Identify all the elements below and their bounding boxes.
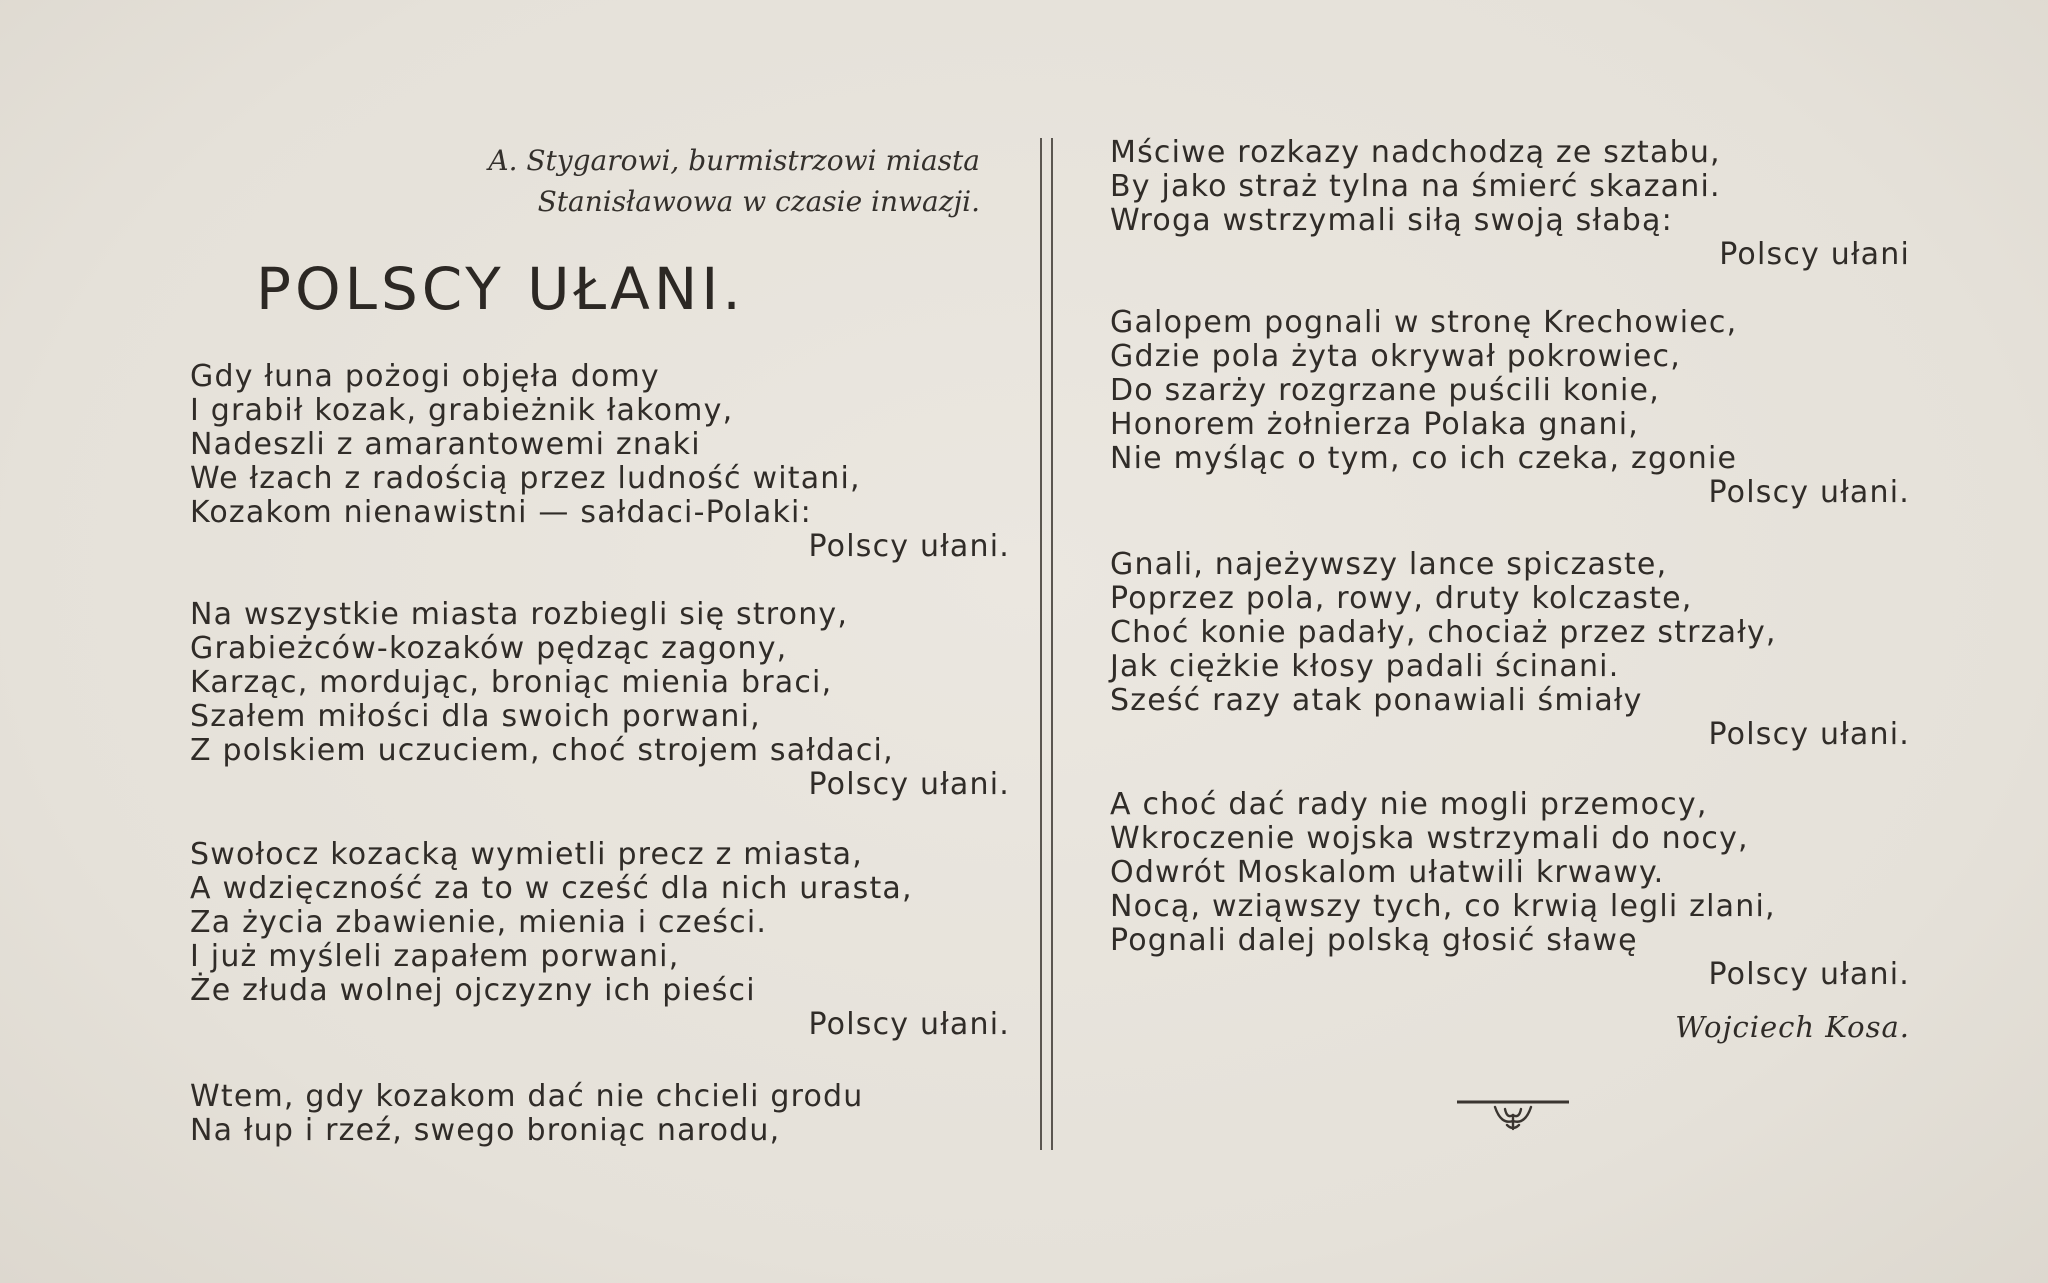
verse-line: Karząc, mordując, broniąc mienia braci, [190, 665, 833, 700]
refrain-line: Polscy ułani. [808, 767, 1010, 802]
verse-line: Wroga wstrzymali siłą swoją słabą: [1110, 203, 1673, 238]
verse-line: Na wszystkie miasta rozbiegli się strony, [190, 597, 849, 632]
stanza-1 [190, 360, 1010, 564]
dedication-line: Stanisławowa w czasie inwazji. [537, 185, 980, 218]
verse-line: A wdzięczność za to w cześć dla nich urasta, [190, 871, 913, 906]
verse-line: I już myśleli zapałem porwani, [190, 939, 680, 974]
stanza-4 [190, 1080, 1010, 1148]
verse-line: Gdzie pola żyta okrywał pokrowiec, [1110, 339, 1681, 374]
verse-line: Choć konie padały, chociaż przez strzały, [1110, 615, 1777, 650]
verse-line: Galopem pognali w stronę Krechowiec, [1110, 305, 1738, 340]
dedication [280, 140, 980, 222]
author-signature: Wojciech Kosa. [1675, 1010, 1910, 1044]
verse-line: Nie myśląc o tym, co ich czeka, zgonie [1110, 441, 1738, 476]
verse-line: I grabił kozak, grabieżnik łakomy, [190, 393, 734, 428]
verse-line: Na łup i rzeź, swego broniąc narodu, [190, 1113, 781, 1148]
stanza-7 [1110, 548, 1910, 752]
ornament-icon [1455, 1095, 1571, 1135]
refrain-line: Polscy ułani. [808, 529, 1010, 564]
verse-line: Poprzez pola, rowy, druty kolczaste, [1110, 581, 1693, 616]
stanza-5 [1110, 136, 1910, 272]
verse-line: Nadeszli z amarantowemi znaki [190, 427, 701, 462]
poem-title: POLSCY UŁANI. [256, 255, 745, 323]
verse-line: A choć dać rady nie mogli przemocy, [1110, 787, 1708, 822]
verse-line: Mściwe rozkazy nadchodzą ze sztabu, [1110, 135, 1721, 170]
verse-line: Honorem żołnierza Polaka gnani, [1110, 407, 1639, 442]
verse-line: By jako straż tylna na śmierć skazani. [1110, 169, 1721, 204]
stanza-8 [1110, 788, 1910, 992]
refrain-line: Polscy ułani. [1708, 957, 1910, 992]
verse-line: Szałem miłości dla swoich porwani, [190, 699, 761, 734]
verse-line: Wtem, gdy kozakom dać nie chcieli grodu [190, 1079, 864, 1114]
refrain-line: Polscy ułani [1719, 237, 1910, 272]
column-divider [1040, 138, 1053, 1150]
stanza-6 [1110, 306, 1910, 510]
verse-line: Gdy łuna pożogi objęła domy [190, 359, 660, 394]
verse-line: Kozakom nienawistni — sałdaci-Polaki: [190, 495, 812, 530]
verse-line: Wkroczenie wojska wstrzymali do nocy, [1110, 821, 1749, 856]
verse-line: Gnali, najeżywszy lance spiczaste, [1110, 547, 1668, 582]
verse-line: Z polskiem uczuciem, choć strojem sałdaci, [190, 733, 894, 768]
refrain-line: Polscy ułani. [1708, 475, 1910, 510]
verse-line: Że złuda wolnej ojczyzny ich pieści [190, 973, 756, 1008]
verse-line: Pognali dalej polską głosić sławę [1110, 923, 1638, 958]
stanza-2 [190, 598, 1010, 802]
verse-line: Jak ciężkie kłosy padali ścinani. [1110, 649, 1620, 684]
refrain-line: Polscy ułani. [808, 1007, 1010, 1042]
verse-line: Grabieżców-kozaków pędząc zagony, [190, 631, 788, 666]
refrain-line: Polscy ułani. [1708, 717, 1910, 752]
dedication-line: A. Stygarowi, burmistrzowi miasta [488, 144, 980, 177]
stanza-3 [190, 838, 1010, 1042]
verse-line: Za życia zbawienie, mienia i cześci. [190, 905, 768, 940]
verse-line: Do szarży rozgrzane puścili konie, [1110, 373, 1660, 408]
verse-line: Nocą, wziąwszy tych, co krwią legli zlani, [1110, 889, 1776, 924]
verse-line: Odwrót Moskalom ułatwili krwawy. [1110, 855, 1665, 890]
verse-line: Swołocz kozacką wymietli precz z miasta, [190, 837, 863, 872]
verse-line: We łzach z radością przez ludność witani, [190, 461, 861, 496]
verse-line: Sześć razy atak ponawiali śmiały [1110, 683, 1643, 718]
